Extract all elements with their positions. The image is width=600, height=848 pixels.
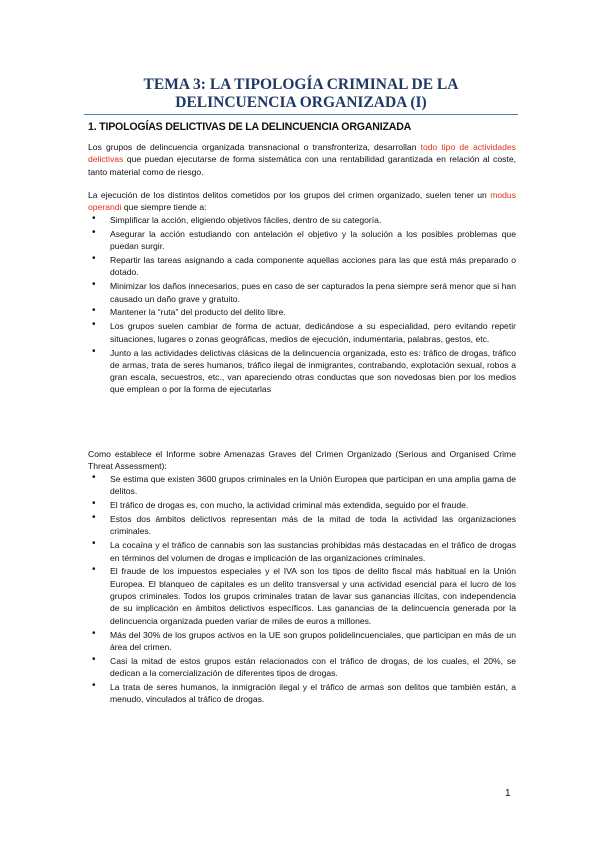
list-item: • Minimizar los daños innecesarios, pues en caso de ser capturados la pena siempre será menor que si han causado un daño grave y gratuito. [88,280,516,305]
list-item: • El tráfico de drogas es, con mucho, la actividad criminal más extendida, seguido por el fraude. [88,499,516,511]
modus-operandi-list [88,214,516,397]
list-item: • Más del 30% de los grupos activos en la UE son grupos polidelincuenciales, que participan en más de un área del crimen. [88,629,516,654]
paragraph-intro-highlight: todo tipo de actividades delictivas [88,142,516,165]
list-item: • Asegurar la acción estudiando con antelación el objetivo y la solución a los posibles problemas que puedan surgir. [88,228,516,253]
socta-findings-list [88,473,516,707]
section-heading: 1. TIPOLOGÍAS DELICTIVAS DE LA DELINCUENCIA ORGANIZADA [88,121,412,133]
title-underline [84,114,518,115]
list-item: • La cocaína y el tráfico de cannabis son las sustancias prohibidas más destacadas en el tráfico de drogas en términos del volumen de drogas e implicación de las organizaciones criminales. [88,539,516,564]
paragraph-modus-text-end: que siempre tiende a: [121,202,207,213]
paragraph-modus-highlight: modus operandi [88,190,516,213]
list-item: • Los grupos suelen cambiar de forma de actuar, dedicándose a su especialidad, pero evitando repetir situaciones, lugares o zonas geográficas, medios de ejecución, indumentaria, palabras, gestos, etc. [88,320,516,345]
paragraph-modus-operandi [88,189,516,214]
list-item: • Estos dos ámbitos delictivos representan más de la mitad de toda la actividad las organizaciones criminales. [88,513,516,538]
paragraph-intro-text-start: Los grupos de delincuencia organizada transnacional o transfronteriza, desarrollan [88,142,421,152]
list-item: • Se estima que existen 3600 grupos criminales en la Unión Europea que participan en una amplia gama de delitos. [88,473,516,498]
paragraph-socta: Como establece el Informe sobre Amenazas Graves del Crimen Organizado (Serious and Organised Crime Threat Assessment): [88,449,516,472]
list-item: • Junto a las actividades delictivas clásicas de la delincuencia organizada, esto es: tráfico de drogas, tráfico de armas, trata de seres humanos, tráfico ilegal de inmigrantes, contrabando, explotación sexual, robos a gran escala, secuestros, etc., van apareciendo otras conductas que son novedosas bien por los medios que emplean o por la forma de ejecutarlas [88,347,516,396]
page-title: TEMA 3: LA TIPOLOGÍA CRIMINAL DE LA DELINCUENCIA ORGANIZADA (I) [143,76,459,111]
list-item: • Repartir las tareas asignando a cada componente aquellas acciones para las que está más preparado o dotado. [88,254,516,279]
paragraph-intro-text-end: que puedan ejecutarse de forma sistemática con una rentabilidad garantizada en relación al coste, tanto material como de riesgo. [88,154,516,177]
paragraph-modus-text-start: La ejecución de los distintos delitos cometidos por los grupos del crimen organizado, suelen tener un [88,190,491,200]
list-item: • Casi la mitad de estos grupos están relacionados con el tráfico de drogas, de los cuales, el 20%, se dedican a la comercialización de diferentes tipos de drogas. [88,655,516,680]
list-item: • La trata de seres humanos, la inmigración ilegal y el tráfico de armas son delitos que también están, a menudo, vinculados al tráfico de drogas. [88,681,516,706]
list-item: • El fraude de los impuestos especiales y el IVA son los tipos de delito fiscal más habitual en la Unión Europea. El blanqueo de capitales es un delito transversal y una actividad esencial para el lucro de los grupos criminales. Todos los grupos criminales tratan de lavar sus ganancias ilícitas, con independencia de su implicación en ámbitos delictivos específicos. Las ganancias de la delincuencia generada por la delincuencia organizada pueden variar de miles de euros a millones. [88,565,516,626]
list-item: • Mantener la “ruta” del producto del delito libre. [88,306,516,318]
paragraph-intro [88,141,516,178]
list-item: • Simplificar la acción, eligiendo objetivos fáciles, dentro de su categoría. [88,214,516,226]
page-number: 1 [505,788,511,799]
